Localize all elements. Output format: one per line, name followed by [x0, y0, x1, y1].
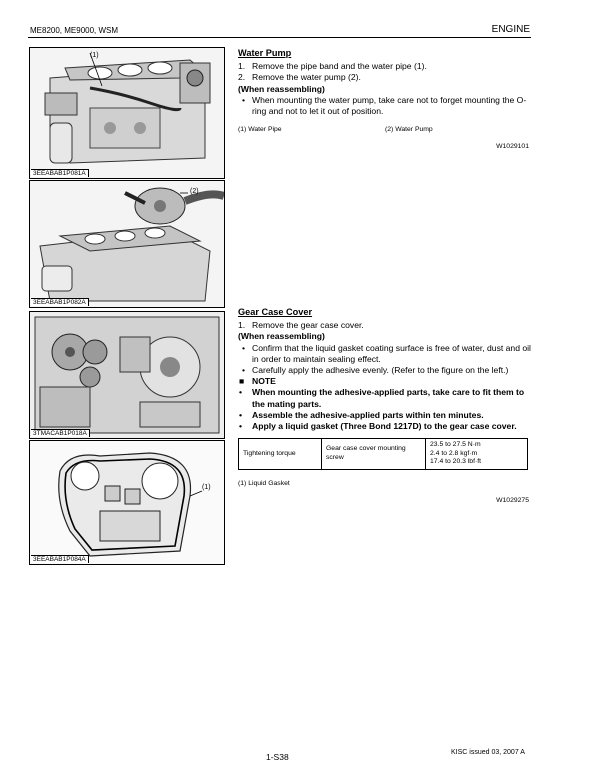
callout-label: (1)	[90, 52, 99, 59]
torque-table	[238, 438, 528, 470]
torque-values	[426, 439, 528, 470]
figure-gear-case	[29, 311, 225, 439]
header-section: ENGINE	[491, 24, 530, 35]
figure-code: 3EEABAB1P082A	[31, 298, 89, 306]
header-model: ME8200, ME9000, WSM	[30, 26, 119, 35]
engine-illustration-2	[30, 181, 224, 307]
torque-value-kgf: 2.4 to 2.8 kgf·m	[430, 449, 478, 457]
callout-label: (2)	[190, 188, 199, 195]
torque-value-nm: 23.5 to 27.5 N·m	[430, 441, 481, 449]
figure-water-pump	[29, 180, 225, 308]
step-item: 2. Remove the water pump (2).	[238, 72, 361, 83]
legend	[238, 478, 531, 489]
legend-item: (2) Water Pump	[385, 126, 433, 134]
bullet-item: • When mounting the water pump, take care not to forget mounting the O-ring and not to let it out of position.	[242, 94, 527, 117]
gear-case-cover-drawing	[30, 441, 224, 564]
engine-illustration-3	[30, 312, 224, 438]
step-item: 1. Remove the pipe band and the water pipe (1).	[238, 61, 427, 72]
step-item: 1. Remove the gear case cover.	[238, 320, 364, 331]
figure-water-pipe	[29, 47, 225, 179]
section-title: Water Pump	[238, 48, 292, 58]
legend-item: (1) Liquid Gasket	[238, 479, 290, 487]
reference-code: W1029275	[496, 496, 529, 504]
header-divider	[28, 37, 531, 38]
torque-item: Gear case cover mounting screw	[322, 439, 426, 470]
note-item: • Apply a liquid gasket (Three Bond 1217D) to the gear case cover.	[239, 421, 517, 432]
note-item: • When mounting the adhesive-applied parts, take care to fit them to the mating parts.	[239, 387, 525, 409]
torque-label: Tightening torque	[239, 439, 322, 470]
torque-value-lbf: 17.4 to 20.3 lbf·ft	[430, 458, 482, 466]
figure-code: 3EEABAB1P081A	[31, 169, 89, 177]
gear-case-section	[238, 307, 531, 506]
figure-code: 3EEABAB1P084A	[31, 555, 89, 563]
issue-info: KISC issued 03, 2007 A	[451, 749, 525, 756]
bullet-item: • Confirm that the liquid gasket coating surface is free of water, dust and oil in order to maintain sealing effect.	[242, 342, 531, 364]
page-number: 1-S38	[266, 752, 289, 762]
note-item: • Assemble the adhesive-applied parts within ten minutes.	[239, 409, 484, 420]
note-heading: ■ NOTE	[239, 376, 276, 387]
section-title: Gear Case Cover	[238, 307, 313, 317]
figure-gasket-diagram	[29, 440, 225, 565]
legend-item: (1) Water Pipe	[238, 126, 282, 134]
callout-label: (1)	[202, 484, 211, 491]
legend	[238, 124, 531, 135]
reassembling-label: (When reassembling)	[238, 331, 325, 342]
engine-illustration-1	[30, 48, 224, 178]
bullet-item: • Carefully apply the adhesive evenly. (Refer to the figure on the left.)	[242, 365, 509, 376]
reassembling-label: (When reassembling)	[238, 83, 325, 94]
reference-code: W1029101	[496, 143, 529, 151]
water-pump-section	[238, 48, 531, 153]
figure-code: 3TMACAB1P018A	[31, 429, 90, 437]
